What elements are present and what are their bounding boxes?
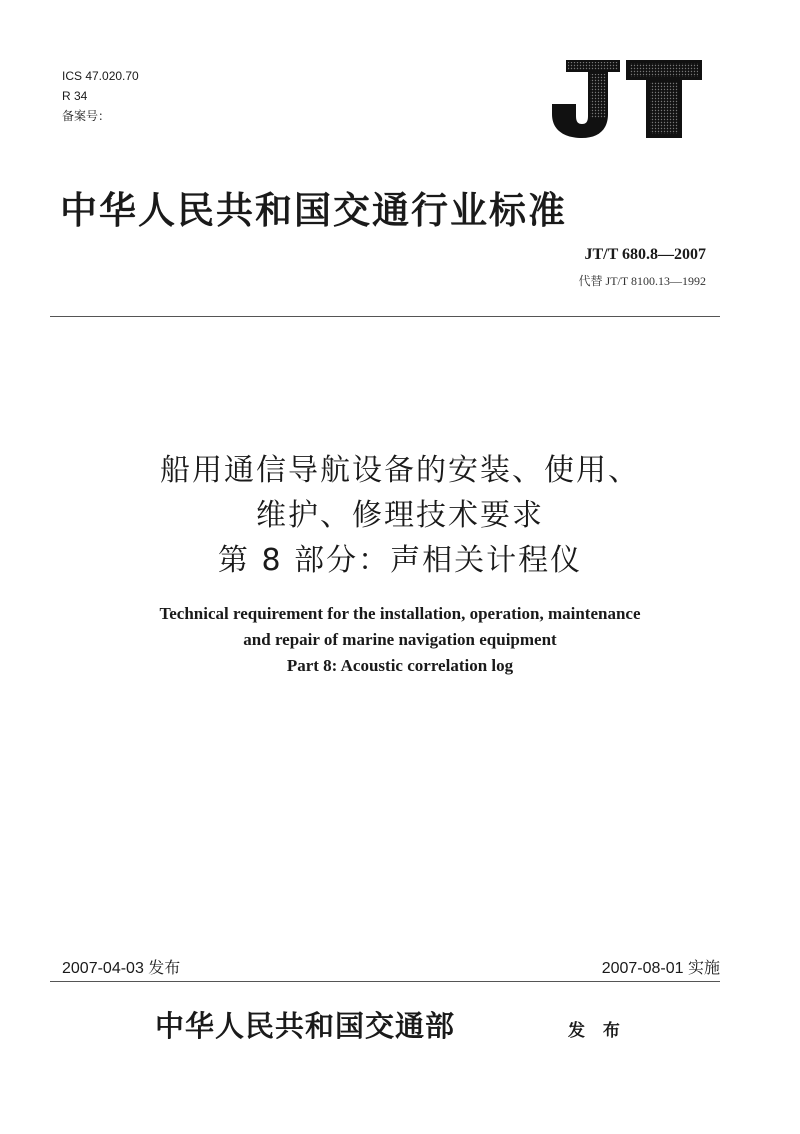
title-en-line-2: and repair of marine navigation equipment xyxy=(243,630,557,649)
record-number-label: 备案号： xyxy=(62,109,111,123)
standard-type-title: 中华人民共和国交通行业标准 xyxy=(60,188,567,232)
document-title-en xyxy=(60,601,740,679)
document-title-cn xyxy=(60,448,740,583)
issue-date: 2007-04-03 发布 xyxy=(62,960,181,977)
classification-code: R 34 xyxy=(62,89,88,103)
title-en-line-3: Part 8: Acoustic correlation log xyxy=(286,656,514,675)
title-en-line-1: Technical requirement for the installation, operation, maintenance xyxy=(159,604,641,623)
publisher-name: 中华人民共和国交通部 xyxy=(155,1009,456,1043)
footer-divider xyxy=(50,981,720,982)
header-divider xyxy=(50,316,720,317)
title-cn-line-2: 维护、修理技术要求 xyxy=(256,498,544,533)
title-cn-line-3: 第 8 部分：声相关计程仪 xyxy=(217,543,583,578)
effective-date: 2007-08-01 实施 xyxy=(601,960,720,977)
publish-label: 发 布 xyxy=(568,1021,626,1041)
classification-codes xyxy=(62,66,139,126)
ics-code: ICS 47.020.70 xyxy=(62,69,139,83)
replaces-standard: 代替 JT/T 8100.13—1992 xyxy=(578,274,706,288)
jt-logo-graphic xyxy=(546,58,706,140)
standard-number: JT/T 680.8—2007 xyxy=(584,246,706,263)
title-cn-line-1: 船用通信导航设备的安装、使用、 xyxy=(160,453,640,488)
jt-logo xyxy=(546,58,706,140)
